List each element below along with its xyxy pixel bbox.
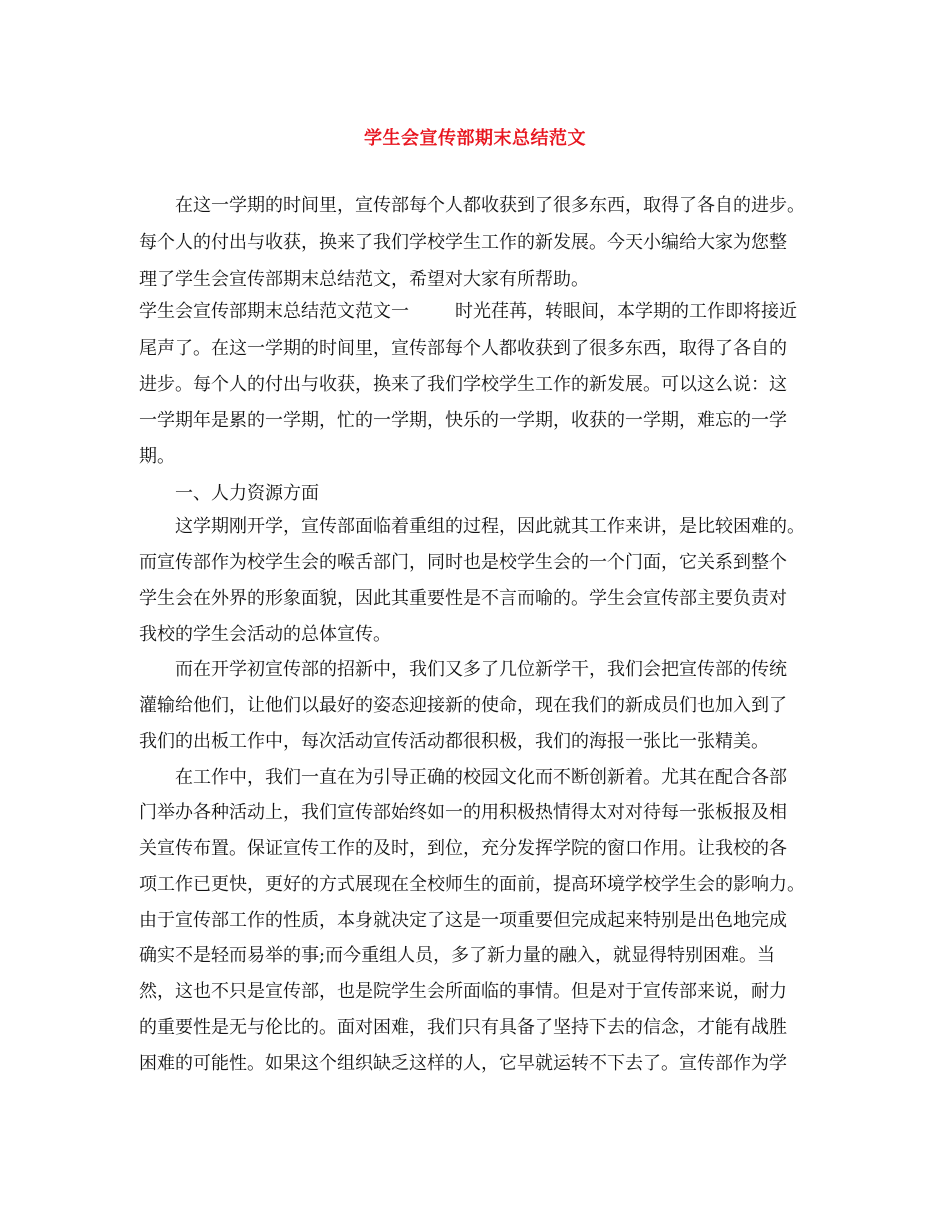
subheading: 一、人力资源方面	[175, 483, 319, 504]
text-line: 一学期年是累的一学期，忙的一学期，快乐的一学期，收获的一学期，难忘的一学	[139, 410, 787, 431]
text-line: 关宣传布置。保证宣传工作的及时，到位，充分发挥学院的窗口作用。让我校的各	[139, 838, 787, 859]
text-line: 而宣传部作为校学生会的喉舌部门，同时也是校学生会的一个门面，它关系到整个	[139, 552, 787, 573]
text-line: 灌输给他们，让他们以最好的姿态迎接新的使命，现在我们的新成员们也加入到了	[139, 695, 787, 716]
section-heading: 学生会宣传部期末总结范文范文一	[139, 301, 409, 322]
text-line-section-heading	[139, 301, 797, 323]
text-line: 项工作已更快，更好的方式展现在全校师生的面前，提高环境学校学生会的影响力。	[139, 874, 805, 895]
text-line: 学生会在外界的形象面貌，因此其重要性是不言而喻的。学生会宣传部主要负责对	[139, 588, 787, 609]
text-line: 这学期刚开学，宣传部面临着重组的过程，因此就其工作来讲，是比较困难的。	[175, 516, 805, 537]
text-line: 每个人的付出与收获，换来了我们学校学生工作的新发展。今天小编给大家为您整	[139, 232, 787, 253]
text-line: 困难的可能性。如果这个组织缺乏这样的人，它早就运转不下去了。宣传部作为学	[139, 1053, 787, 1074]
text-line: 的重要性是无与伦比的。面对困难，我们只有具备了坚持下去的信念，才能有战胜	[139, 1017, 787, 1038]
text-line: 理了学生会宣传部期末总结范文，希望对大家有所帮助。	[139, 269, 589, 290]
document-title: 学生会宣传部期末总结范文	[364, 128, 586, 149]
text-line: 进步。每个人的付出与收获，换来了我们学校学生工作的新发展。可以这么说：这	[139, 374, 787, 395]
text-line: 而在开学初宣传部的招新中，我们又多了几位新学干，我们会把宣传部的传统	[175, 659, 787, 680]
text-line: 确实不是轻而易举的事;而今重组人员，多了新力量的融入，就显得特别困难。当	[139, 945, 776, 966]
text-line: 尾声了。在这一学期的时间里，宣传部每个人都收获到了很多东西，取得了各自的	[139, 338, 787, 359]
text-line: 在工作中，我们一直在为引导正确的校园文化而不断创新着。尤其在配合各部	[175, 767, 787, 788]
text-line: 在这一学期的时间里，宣传部每个人都收获到了很多东西，取得了各自的进步。	[175, 195, 805, 216]
text-line: 我们的出板工作中，每次活动宣传活动都很积极，我们的海报一张比一张精美。	[139, 731, 769, 752]
text-line: 期。	[139, 446, 175, 467]
text-segment: 时光荏苒，转眼间，本学期的工作即将接近	[455, 301, 797, 322]
text-line: 门举办各种活动上，我们宣传部始终如一的用积极热情得太对对待每一张板报及相	[139, 802, 787, 823]
text-line: 然，这也不只是宣传部，也是院学生会所面临的事情。但是对于宣传部来说，耐力	[139, 981, 787, 1002]
text-line: 我校的学生会活动的总体宣传。	[139, 624, 391, 645]
text-line: 由于宣传部工作的性质，本身就决定了这是一项重要但完成起来特别是出色地完成	[139, 910, 787, 931]
